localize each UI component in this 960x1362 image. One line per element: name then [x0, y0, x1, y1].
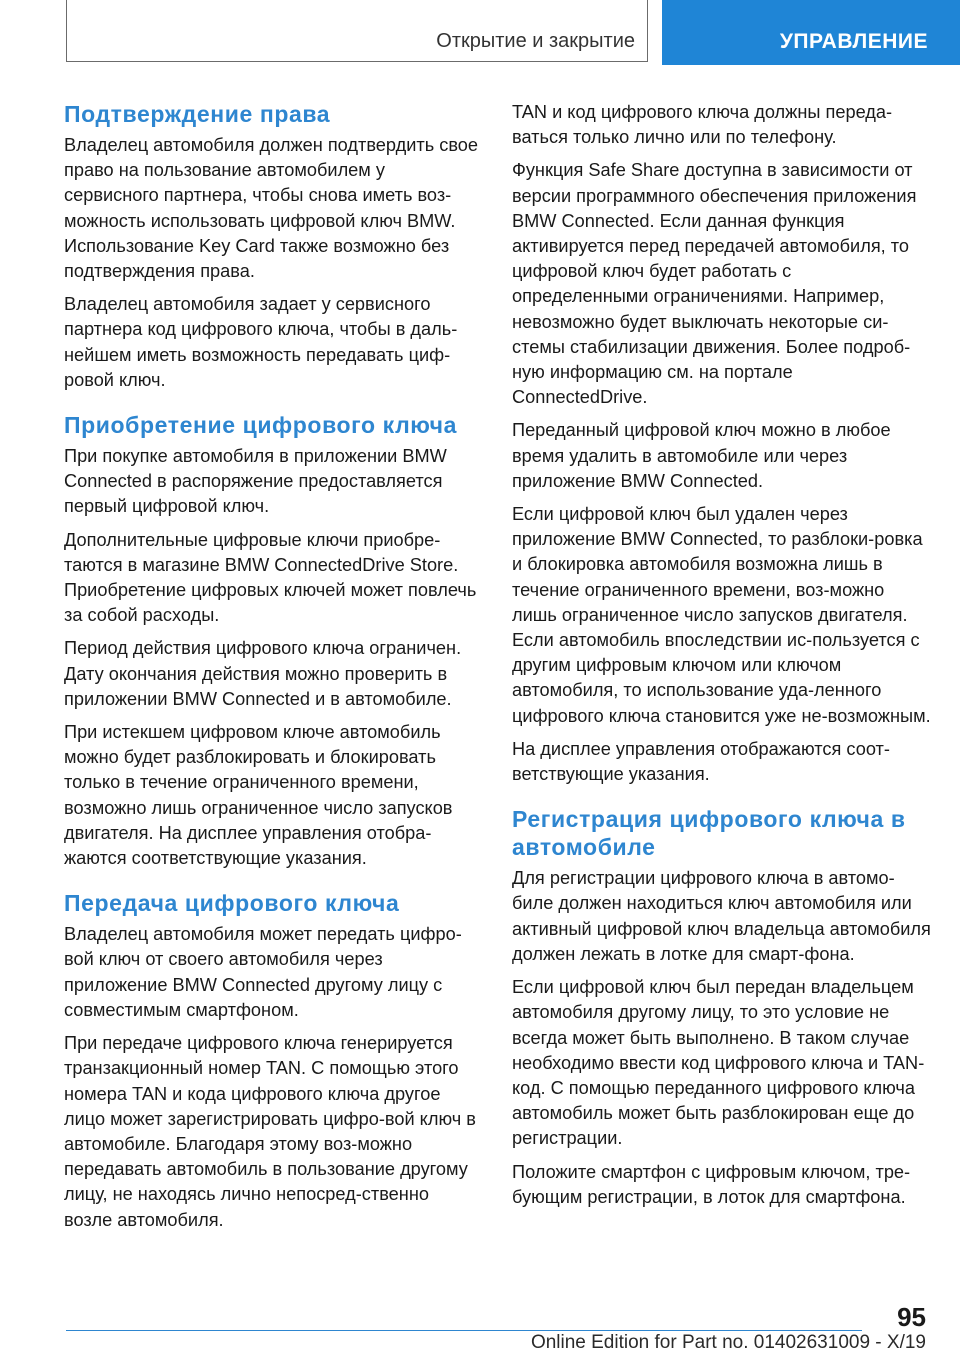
paragraph: Владелец автомобиля задает у сервисного партнера код цифрового ключа, чтобы в даль-нейшем иметь возможность передавать циф-ровой ключ. — [64, 294, 458, 390]
section-heading: Подтверждение права — [64, 101, 331, 127]
header-chapter-title: УПРАВЛЕНИЕ — [779, 30, 928, 53]
header-chapter-tab — [662, 0, 960, 65]
paragraph: TAN и код цифрового ключа должны переда-ваться только лично или по телефону. — [512, 102, 893, 148]
section-acquire-digital-key — [64, 411, 480, 871]
paragraph: Переданный цифровой ключ можно в любое время удалить в автомобиле или через приложение BMW Connected. — [512, 420, 891, 491]
paragraph: Если цифровой ключ был удален через приложение BMW Connected, то разблоки-ровка и блокировка автомобиля возможна лишь в течение ограниченного времени, воз-можно лишь ограниченное число запусков двигателя. Если автомобиль впоследствии ис-пользуется с другим цифровым ключом или ключом автомобиля, то использование уда-ленного цифрового ключа становится уже не-возможным. — [512, 504, 931, 726]
footer-divider — [66, 1330, 862, 1331]
section-heading: Приобретение цифрового ключа — [64, 412, 457, 439]
page-number: 95 — [897, 1302, 926, 1332]
header-section-box — [66, 0, 648, 62]
paragraph: Период действия цифрового ключа ограничен. Дату окончания действия можно проверить в приложении BMW Connected и в автомобиле. — [64, 638, 462, 709]
paragraph: Положите смартфон с цифровым ключом, тре-бующим регистрации, в лоток для смартфона. — [512, 1161, 911, 1207]
paragraph: Для регистрации цифрового ключа в автомо-биле должен находиться ключ автомобиля или активный цифровой ключ владельца автомобиля должен лежать в лотке для смарт-фона. — [512, 868, 931, 964]
paragraph: Владелец автомобиля должен подтвердить свое право на пользование автомобилем у сервисного партнера, чтобы снова иметь воз-можность использовать цифровой ключ BMW. Использование Key Card также возможно без подтверждения права. — [64, 135, 479, 282]
section-register-digital-key — [512, 805, 932, 1210]
paragraph: На дисплее управления отображаются соот-ветствующие указания. — [512, 738, 890, 785]
paragraph: При передаче цифрового ключа генерируется транзакционный номер TAN. С помощью этого номера TAN и кода цифрового ключа другое лицо может зарегистрировать цифро-вой ключ в автомобиле. Благодаря этому воз-можно передавать автомобиль в пользование другому лицу, не находясь лично непосред-ственно возле автомобиля. — [64, 1033, 476, 1230]
paragraph: При покупке автомобиля в приложении BMW Connected в распоряжение предоставляется первый цифровой ключ. — [64, 446, 447, 517]
paragraph: Дополнительные цифровые ключи приобре-таются в магазине BMW ConnectedDrive Store. Приобретение цифровых ключей может повлечь за собой расходы. — [64, 529, 477, 626]
left-column — [64, 100, 480, 1241]
section-ownership-confirmation — [64, 100, 480, 393]
paragraph: Функция Safe Share доступна в зависимости от версии программного обеспечения приложения BMW Connected. Если данная функция активируется перед передачей автомобиля, то цифровой ключ будет работать с определенными ограничениями. Например, невозможно будет выключать некоторые си-стемы стабилизации движения. Более подроб-ную информацию см. на портале ConnectedDrive. — [512, 160, 917, 408]
paragraph: При истекшем цифровом ключе автомобиль можно будет разблокировать и блокировать только в течение ограниченного времени, возможно лишь ограниченное число запусков двигателя. На дисплее управления отобра-жаются соответствующие указания. — [64, 722, 453, 869]
section-transfer-continued — [512, 100, 932, 787]
paragraph: Владелец автомобиля может передать цифро-вой ключ от своего автомобиля через приложение BMW Connected другому лицу с совместимым смартфоном. — [64, 924, 462, 1020]
footer-edition: Online Edition for Part no. 01402631009 - X/19 — [530, 1332, 926, 1353]
section-heading: Передача цифрового ключа — [64, 890, 400, 917]
section-heading: Регистрация цифрового ключа в автомобиле — [512, 806, 906, 861]
paragraph: Если цифровой ключ был передан владельцем автомобиля другому лицу, то это условие не всегда может быть выполнено. В таком случае необходимо ввести код цифрового ключа и TAN-код. С помощью переданного цифрового ключа автомобиль может быть разблокирован еще до регистрации. — [512, 977, 925, 1149]
right-column — [512, 100, 932, 1218]
header-section-title: Открытие и закрытие — [436, 30, 635, 52]
section-transfer-digital-key — [64, 889, 480, 1232]
